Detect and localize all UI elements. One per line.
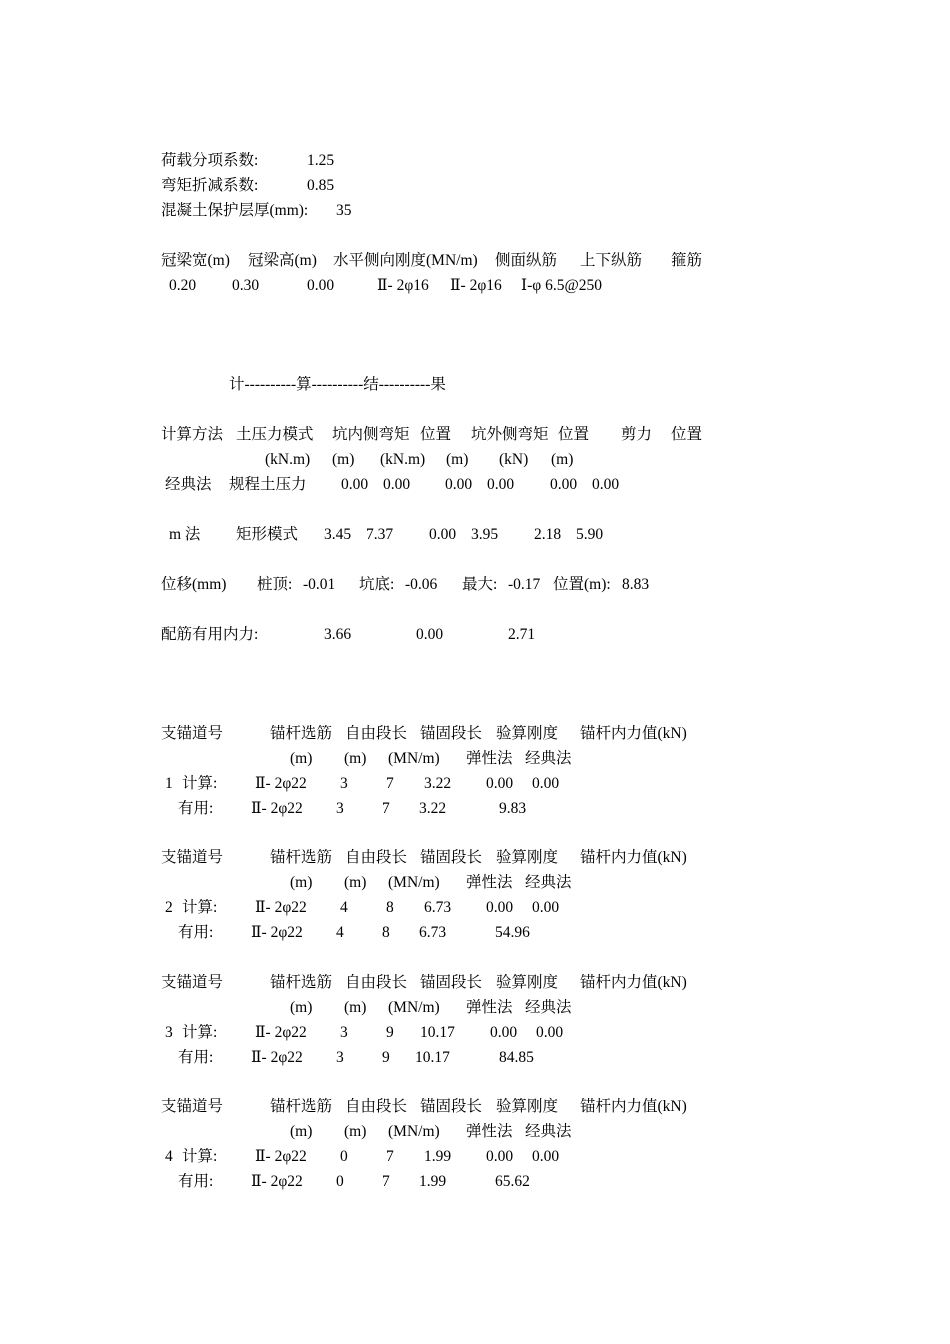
anchor-used-value: Ⅱ- 2φ22 [251, 1173, 303, 1190]
anchor-header-anchor-length: 锚固段长 [420, 1098, 483, 1115]
results-unit: (kN.m) [380, 451, 426, 468]
rebar-force-value: 3.66 [324, 626, 352, 643]
results-row-value: 5.90 [576, 526, 604, 543]
anchor-unit: 经典法 [525, 874, 572, 891]
anchor-header-no: 支锚道号 [161, 974, 224, 991]
anchor-unit: (MN/m) [388, 1123, 440, 1140]
displacement-top-value: -0.01 [303, 576, 336, 593]
anchor-used-value: Ⅱ- 2φ22 [251, 1049, 303, 1066]
anchor-calc-value: 3.22 [424, 775, 452, 792]
results-header-method: 计算方法 [161, 426, 224, 443]
anchor-unit: (MN/m) [388, 750, 440, 767]
results-row-value: 0.00 [487, 476, 515, 493]
anchor-used-value: 4 [336, 924, 344, 941]
anchor-calc-value: 0.00 [532, 1148, 560, 1165]
anchor-no: 2 [165, 899, 173, 916]
results-row-method: m 法 [169, 526, 201, 543]
anchor-header-no: 支锚道号 [161, 849, 224, 866]
results-row-mode: 规程土压力 [229, 476, 307, 493]
anchor-calc-value: 0.00 [486, 775, 514, 792]
beam-value-stirrup: Ⅰ-φ 6.5@250 [521, 277, 603, 294]
anchor-used-value: 9 [382, 1049, 390, 1066]
anchor-calc-value: 7 [386, 1148, 394, 1165]
results-header-pos1: 位置 [420, 426, 452, 443]
results-header-shear: 剪力 [621, 426, 653, 443]
anchor-unit: (m) [344, 750, 367, 767]
anchor-unit: (m) [344, 874, 367, 891]
anchor-used-value: 6.73 [419, 924, 447, 941]
anchor-header-no: 支锚道号 [161, 725, 224, 742]
results-header-mode: 土压力模式 [236, 426, 314, 443]
displacement-top-label: 桩顶: [257, 576, 293, 593]
anchor-calc-value: 0.00 [532, 899, 560, 916]
anchor-calc-value: 8 [386, 899, 394, 916]
anchor-used-value: 10.17 [415, 1049, 450, 1066]
anchor-used-value: Ⅱ- 2φ22 [251, 924, 303, 941]
anchor-unit: 经典法 [525, 1123, 572, 1140]
anchor-calc-value: 0.00 [490, 1024, 518, 1041]
anchor-unit: 弹性法 [466, 999, 513, 1016]
results-row-value: 0.00 [383, 476, 411, 493]
anchor-header-force: 锚杆内力值(kN) [580, 725, 687, 742]
anchor-calc-value: 10.17 [420, 1024, 455, 1041]
anchor-used-value: 9.83 [499, 800, 527, 817]
results-row-value: 0.00 [592, 476, 620, 493]
anchor-calc-label: 计算: [182, 1024, 218, 1041]
anchor-header-stiffness: 验算刚度 [496, 725, 559, 742]
anchor-calc-value: Ⅱ- 2φ22 [255, 1148, 307, 1165]
anchor-used-label: 有用: [178, 800, 214, 817]
displacement-pos-label: 位置(m): [553, 576, 611, 593]
results-header-inner-moment: 坑内侧弯矩 [332, 426, 410, 443]
anchor-used-value: 0 [336, 1173, 344, 1190]
anchor-used-value: 54.96 [495, 924, 530, 941]
cover-thickness-label: 混凝土保护层厚(mm): [161, 202, 309, 219]
moment-reduction-value: 0.85 [307, 177, 335, 194]
anchor-header-rebar: 锚杆选筋 [270, 974, 333, 991]
anchor-used-value: 8 [382, 924, 390, 941]
displacement-max-value: -0.17 [508, 576, 541, 593]
anchor-header-no: 支锚道号 [161, 1098, 224, 1115]
anchor-unit: 弹性法 [466, 874, 513, 891]
displacement-bottom-value: -0.06 [405, 576, 438, 593]
anchor-used-value: 3.22 [419, 800, 447, 817]
anchor-calc-label: 计算: [182, 1148, 218, 1165]
anchor-no: 1 [165, 775, 173, 792]
results-row-value: 0.00 [445, 476, 473, 493]
results-unit: (kN.m) [265, 451, 311, 468]
rebar-force-label: 配筋有用内力: [161, 626, 259, 643]
beam-value-width: 0.20 [169, 277, 197, 294]
anchor-header-stiffness: 验算刚度 [496, 1098, 559, 1115]
moment-reduction-label: 弯矩折减系数: [161, 177, 259, 194]
load-factor-value: 1.25 [307, 152, 335, 169]
beam-header-side-rebar: 侧面纵筋 [495, 252, 558, 269]
anchor-header-free-length: 自由段长 [345, 725, 408, 742]
anchor-unit: 经典法 [525, 999, 572, 1016]
anchor-unit: (MN/m) [388, 999, 440, 1016]
anchor-calc-value: 6.73 [424, 899, 452, 916]
anchor-header-free-length: 自由段长 [345, 849, 408, 866]
anchor-header-rebar: 锚杆选筋 [270, 1098, 333, 1115]
anchor-used-value: 84.85 [499, 1049, 534, 1066]
results-row-method: 经典法 [165, 476, 212, 493]
anchor-used-value: 3 [336, 1049, 344, 1066]
results-row-value: 3.95 [471, 526, 499, 543]
anchor-used-label: 有用: [178, 1049, 214, 1066]
anchor-unit: (m) [344, 999, 367, 1016]
anchor-no: 3 [165, 1024, 173, 1041]
beam-header-main-rebar: 上下纵筋 [580, 252, 643, 269]
beam-header-stiffness: 水平侧向刚度(MN/m) [333, 252, 478, 269]
beam-header-width: 冠梁宽(m) [161, 252, 230, 269]
anchor-header-anchor-length: 锚固段长 [420, 725, 483, 742]
anchor-used-value: Ⅱ- 2φ22 [251, 800, 303, 817]
results-header-outer-moment: 坑外侧弯矩 [471, 426, 549, 443]
anchor-calc-value: 1.99 [424, 1148, 452, 1165]
anchor-unit: 经典法 [525, 750, 572, 767]
anchor-header-force: 锚杆内力值(kN) [580, 1098, 687, 1115]
anchor-unit: (m) [290, 750, 313, 767]
anchor-header-stiffness: 验算刚度 [496, 974, 559, 991]
results-row-value: 7.37 [366, 526, 394, 543]
anchor-used-label: 有用: [178, 924, 214, 941]
anchor-header-force: 锚杆内力值(kN) [580, 849, 687, 866]
anchor-used-value: 1.99 [419, 1173, 447, 1190]
anchor-calc-value: 0.00 [536, 1024, 564, 1041]
results-row-value: 0.00 [341, 476, 369, 493]
results-unit: (m) [446, 451, 469, 468]
results-unit: (m) [332, 451, 355, 468]
beam-header-height: 冠梁高(m) [248, 252, 317, 269]
anchor-used-value: 7 [382, 1173, 390, 1190]
anchor-calc-value: 9 [386, 1024, 394, 1041]
anchor-header-anchor-length: 锚固段长 [420, 849, 483, 866]
anchor-used-value: 7 [382, 800, 390, 817]
anchor-unit: 弹性法 [466, 750, 513, 767]
anchor-calc-value: Ⅱ- 2φ22 [255, 1024, 307, 1041]
results-row-mode: 矩形模式 [236, 526, 299, 543]
anchor-unit: (m) [290, 1123, 313, 1140]
anchor-calc-value: 3 [340, 1024, 348, 1041]
anchor-used-label: 有用: [178, 1173, 214, 1190]
anchor-calc-value: 0.00 [486, 1148, 514, 1165]
anchor-header-stiffness: 验算刚度 [496, 849, 559, 866]
anchor-calc-value: Ⅱ- 2φ22 [255, 775, 307, 792]
anchor-calc-value: 4 [340, 899, 348, 916]
load-factor-label: 荷载分项系数: [161, 152, 259, 169]
anchor-calc-value: 7 [386, 775, 394, 792]
anchor-unit: 弹性法 [466, 1123, 513, 1140]
anchor-header-free-length: 自由段长 [345, 974, 408, 991]
anchor-unit: (m) [344, 1123, 367, 1140]
anchor-header-force: 锚杆内力值(kN) [580, 974, 687, 991]
cover-thickness-value: 35 [336, 202, 352, 219]
anchor-no: 4 [165, 1148, 173, 1165]
results-row-value: 2.18 [534, 526, 562, 543]
anchor-header-anchor-length: 锚固段长 [420, 974, 483, 991]
displacement-label: 位移(mm) [161, 576, 227, 593]
anchor-header-rebar: 锚杆选筋 [270, 725, 333, 742]
anchor-unit: (m) [290, 999, 313, 1016]
anchor-calc-value: 0 [340, 1148, 348, 1165]
results-title: 计----------算----------结----------果 [229, 376, 446, 393]
rebar-force-value: 0.00 [416, 626, 444, 643]
results-unit: (m) [551, 451, 574, 468]
anchor-calc-value: 0.00 [532, 775, 560, 792]
anchor-calc-value: 0.00 [486, 899, 514, 916]
anchor-used-value: 3 [336, 800, 344, 817]
displacement-bottom-label: 坑底: [359, 576, 395, 593]
anchor-unit: (m) [290, 874, 313, 891]
anchor-unit: (MN/m) [388, 874, 440, 891]
anchor-calc-value: Ⅱ- 2φ22 [255, 899, 307, 916]
anchor-used-value: 65.62 [495, 1173, 530, 1190]
beam-value-main-rebar: Ⅱ- 2φ16 [450, 277, 502, 294]
beam-header-stirrup: 箍筋 [671, 252, 703, 269]
results-header-pos2: 位置 [558, 426, 590, 443]
anchor-calc-label: 计算: [182, 899, 218, 916]
anchor-header-rebar: 锚杆选筋 [270, 849, 333, 866]
results-row-value: 3.45 [324, 526, 352, 543]
displacement-pos-value: 8.83 [622, 576, 650, 593]
rebar-force-value: 2.71 [508, 626, 536, 643]
beam-value-stiffness: 0.00 [307, 277, 335, 294]
beam-value-side-rebar: Ⅱ- 2φ16 [377, 277, 429, 294]
anchor-calc-value: 3 [340, 775, 348, 792]
results-header-pos3: 位置 [671, 426, 703, 443]
results-row-value: 0.00 [550, 476, 578, 493]
anchor-header-free-length: 自由段长 [345, 1098, 408, 1115]
results-unit: (kN) [499, 451, 529, 468]
beam-value-height: 0.30 [232, 277, 260, 294]
results-row-value: 0.00 [429, 526, 457, 543]
displacement-max-label: 最大: [462, 576, 498, 593]
anchor-calc-label: 计算: [182, 775, 218, 792]
